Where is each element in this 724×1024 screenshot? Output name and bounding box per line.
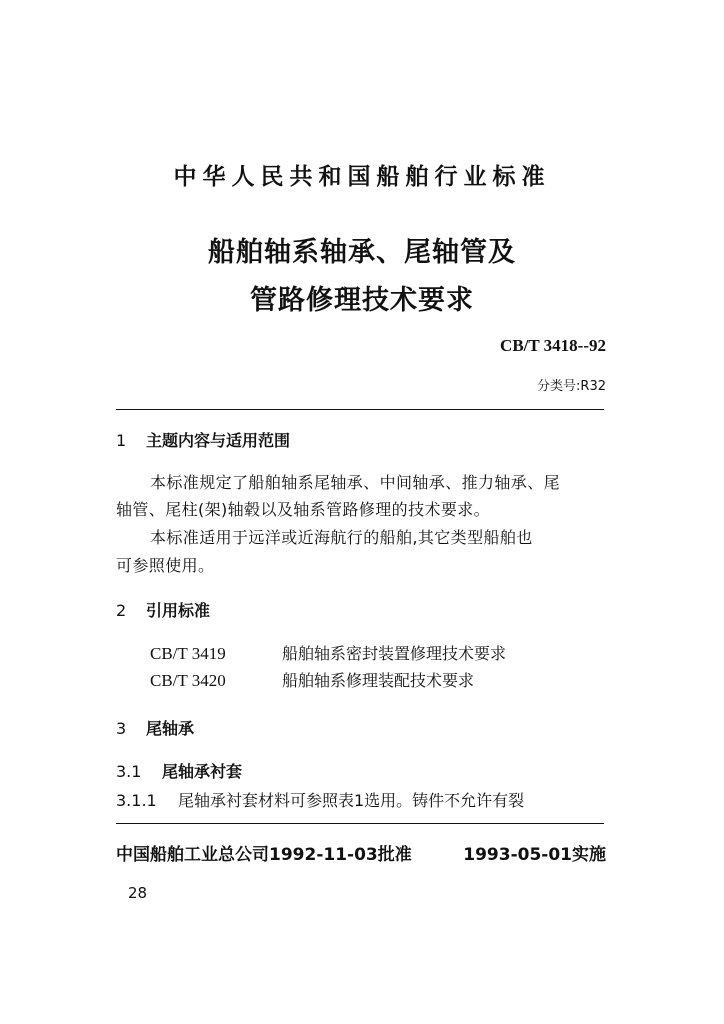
- standard-organization: 中华人民共和国船舶行业标准: [173, 164, 551, 190]
- section-1-para1-line2: 轴管、尾柱(架)轴毂以及轴系管路修理的技术要求。: [116, 500, 491, 519]
- reference-name: 船舶轴系密封装置修理技术要求: [282, 644, 507, 663]
- section-3-1-heading: [116, 759, 242, 782]
- section-1-para2-line2: 可参照使用。: [116, 556, 215, 575]
- section-3-1-number: 3.1: [116, 762, 142, 781]
- document-title-line2: 管路修理技术要求: [250, 285, 474, 316]
- section-3-1-1-number: 3.1.1: [116, 791, 157, 810]
- classification-number: 分类号:R32: [537, 379, 606, 394]
- approval-line: 中国船舶工业总公司1992-11-03批准: [116, 845, 412, 865]
- reference-row: [150, 668, 474, 691]
- section-3-title: 尾轴承: [146, 719, 195, 738]
- bottom-divider: [116, 823, 604, 824]
- section-2-title: 引用标准: [146, 601, 211, 620]
- section-3-1-1-text: 尾轴承衬套材料可参照表1选用。铸件不允许有裂: [178, 791, 525, 810]
- section-2-number: 2: [116, 601, 127, 620]
- reference-row: [150, 641, 506, 664]
- section-2-heading: [116, 598, 210, 621]
- document-title-line1: 船舶轴系轴承、尾轴管及: [208, 237, 516, 268]
- implementation-date: 1993-05-01实施: [463, 845, 606, 865]
- section-1-para2-line1: 本标准适用于远洋或近海航行的船舶,其它类型船舶也: [150, 528, 533, 547]
- reference-code: CB/T 3419: [150, 644, 226, 663]
- section-3-1-1-clause: [116, 788, 524, 811]
- section-1-title: 主题内容与适用范围: [146, 431, 291, 450]
- section-3-heading: [116, 716, 194, 739]
- page-number: 28: [128, 884, 148, 902]
- reference-name: 船舶轴系修理装配技术要求: [282, 671, 475, 690]
- reference-code: CB/T 3420: [150, 671, 226, 690]
- section-3-number: 3: [116, 719, 127, 738]
- section-1-para1-line1: 本标准规定了船舶轴系尾轴承、中间轴承、推力轴承、尾: [150, 473, 561, 492]
- section-3-1-title: 尾轴承衬套: [162, 762, 243, 781]
- section-1-heading: [116, 428, 290, 451]
- top-divider: [116, 409, 604, 410]
- standard-code: CB/T 3418--92: [500, 336, 606, 355]
- section-1-number: 1: [116, 431, 127, 450]
